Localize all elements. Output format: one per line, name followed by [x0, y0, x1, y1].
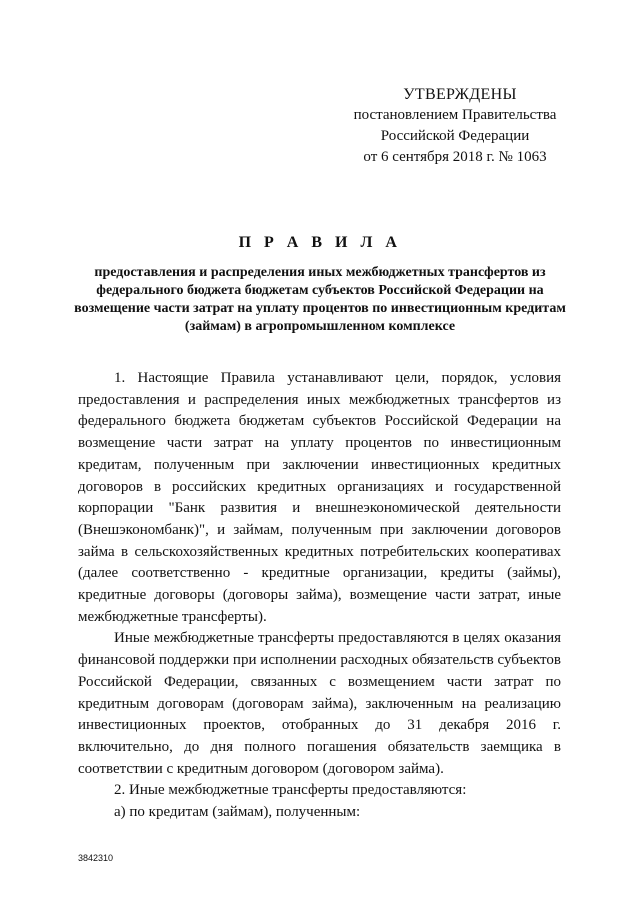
approval-line-2: Российской Федерации	[380, 128, 530, 144]
approval-stamp	[340, 84, 570, 168]
paragraph-4: а) по кредитам (займам), полученным:	[114, 804, 361, 821]
paragraph-2: Иные межбюджетные трансферты предоставляются в целях оказания финансовой поддержки при исполнении расходных обязательств субъектов Российской Федерации, связанных с возмещением части затрат по кредитным договорам (договорам займа), заключенным на реализацию инвестиционных проектов, отобранных до 31 декабря 2016 г. включительно, до дня полного погашения обязательств заемщика в соответствии с кредитным договором (договором займа).	[78, 630, 561, 777]
approval-heading: УТВЕРЖДЕНЫ	[403, 86, 517, 103]
document-code: 3842310	[78, 853, 114, 863]
approval-line-3: от 6 сентября 2018 г. № 1063	[363, 149, 547, 165]
approval-line-1: постановлением Правительства	[353, 107, 557, 123]
paragraph-1: 1. Настоящие Правила устанавливают цели, порядок, условия предоставления и распределения иных межбюджетных трансфертов из федерального бюджета бюджетам субъектов Российской Федерации на возмещение части затрат на уплату процентов по инвестиционным кредитам, полученным при заключении инвестиционных кредитных договоров в российских кредитных организациях и государственной корпорации "Банк развития и внешнеэкономической деятельности (Внешэкономбанк)", и займам, полученным при заключении договоров займа в сельскохозяйственных кредитных потребительских кооперативах (далее соответственно - кредитные организации, кредиты (займы), кредитные договоры (договоры займа), возмещение части затрат, иные межбюджетные трансферты).	[78, 370, 561, 625]
document-title: П Р А В И Л А	[238, 234, 402, 251]
paragraph-3: 2. Иные межбюджетные трансферты предоставляются:	[114, 782, 467, 799]
document-body	[78, 368, 561, 824]
document-subtitle: предоставления и распределения иных межбюджетных трансфертов из федерального бюджета бюджетам субъектов Российской Федерации на возмещение части затрат на уплату процентов по инвестиционным кредитам (займам) в агропромышленном комплексе	[74, 265, 566, 334]
